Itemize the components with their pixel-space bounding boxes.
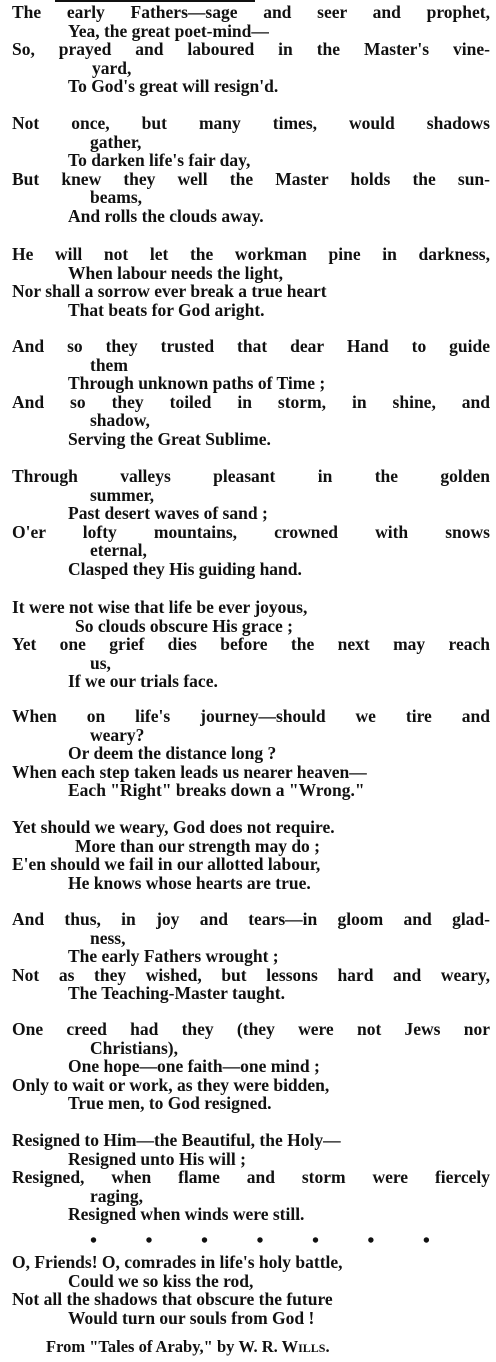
poem-line: The early Fathers wrought ; [68,946,279,966]
poem-line: When each step taken leads us nearer heaven— [12,761,367,782]
poem-line: When on life's journey—should we tire and [12,706,490,726]
poem-line: ness, [90,927,126,948]
poem-line: Resigned when winds were still. [68,1204,305,1224]
poem-line: One creed had they (they were not Jews nor [12,1019,490,1039]
poem-credit [46,1338,330,1357]
poem-line: Clasped they His guiding hand. [68,558,302,579]
stanza-2 [0,114,496,225]
poem-line: And so they trusted that dear Hand to guide [12,336,490,356]
poem-line: Yet should we weary, God does not require. [12,817,335,837]
stanza-4 [0,337,496,448]
poem-line: The Teaching-Master taught. [68,983,285,1003]
poem-line: beams, [90,187,143,207]
poem-line: Nor shall a sorrow ever break a true heart [12,281,327,301]
poem-line: Not as they wished, but lessons hard and weary, [12,964,490,985]
poem-line: And so they toiled in storm, in shine, and [12,391,490,412]
poem-line: E'en should we fail in our allotted labour, [12,854,321,874]
poem-line: So clouds obscure His grace ; [75,615,293,636]
poem-line: Resigned to Him—the Beautiful, the Holy— [12,1130,341,1150]
poem-line: O'er lofty mountains, crowned with snows [12,521,490,542]
stanza-7 [0,707,496,800]
poem-line: Could we so kiss the rod, [68,1270,254,1291]
stanza-9 [0,910,496,1003]
stanza-10 [0,1020,496,1113]
poem-line: Through unknown paths of Time ; [68,373,326,393]
poem-line: The early Fathers—sage and seer and prophet, [12,2,490,22]
stanza-6 [0,598,496,691]
stanza-11 [0,1131,496,1224]
poem-line: When labour needs the light, [68,262,284,283]
poem-line: them [90,354,128,375]
poem-line: yard, [92,57,132,78]
poem-line: Not once, but many times, would shadows [12,113,490,133]
poem-line: gather, [90,131,142,152]
poem-line: Only to wait or work, as they were bidden, [12,1074,330,1095]
poem-line: Serving the Great Sublime. [68,428,271,449]
poem-line: Each "Right" breaks down a "Wrong." [68,780,365,800]
poem-line: So, prayed and laboured in the Master's vine- [12,39,490,59]
poem-line: weary? [90,724,145,745]
section-separator [90,1232,430,1251]
poem-line: To God's great will resign'd. [68,76,279,96]
poem-line: Christians), [90,1037,178,1058]
poem-line: Past desert waves of sand ; [68,503,268,523]
poem-line: us, [90,652,111,673]
separator-dot: • [422,1230,430,1252]
separator-dot: • [311,1230,319,1252]
poem-line: Resigned unto His will ; [68,1148,246,1169]
poem-line: Would turn our souls from God ! [68,1307,315,1328]
poem-line: Not all the shadows that obscure the future [12,1289,333,1309]
poem-line: If we our trials face. [68,671,218,691]
poem-line: raging, [90,1185,143,1206]
credit-author: W. R. Wills. [238,1337,330,1356]
poem-line: shadow, [90,410,150,430]
stanza-5 [0,467,496,578]
poem-line: Yea, the great poet-mind— [68,20,269,41]
poem-line: Or deem the distance long ? [68,743,277,763]
separator-dot: • [200,1230,208,1252]
poem-line: And rolls the clouds away. [68,205,264,226]
poem-line: summer, [90,484,155,505]
stanza-12 [0,1253,496,1327]
poem-line: Through valleys pleasant in the golden [12,466,490,486]
poem-line: It were not wise that life be ever joyous, [12,597,308,617]
poem-line: And thus, in joy and tears—in gloom and glad- [12,909,490,929]
stanza-3 [0,245,496,319]
poem-line: Resigned, when flame and storm were fiercely [12,1167,490,1187]
poem-line: One hope—one faith—one mind ; [68,1056,320,1076]
stanza-1 [0,3,496,96]
poem-line: O, Friends! O, comrades in life's holy battle, [12,1252,343,1272]
poem-line: True men, to God resigned. [68,1093,272,1113]
separator-dot: • [367,1230,375,1252]
stanza-8 [0,818,496,892]
credit-prefix: From "Tales of Araby," by [46,1337,239,1356]
separator-dot: • [90,1230,98,1252]
separator-dot: • [256,1230,264,1252]
poem-line: But knew they well the Master holds the sun- [12,168,490,189]
separator-dot: • [145,1230,153,1252]
poem-line: That beats for God aright. [68,299,265,320]
poem-line: eternal, [90,540,147,560]
poem-line: To darken life's fair day, [68,150,251,170]
poem-line: Yet one grief dies before the next may reach [12,634,490,654]
poem-line: More than our strength may do ; [75,835,320,856]
poem-line: He knows whose hearts are true. [68,872,311,893]
poem-line: He will not let the workman pine in darkness, [12,244,490,264]
